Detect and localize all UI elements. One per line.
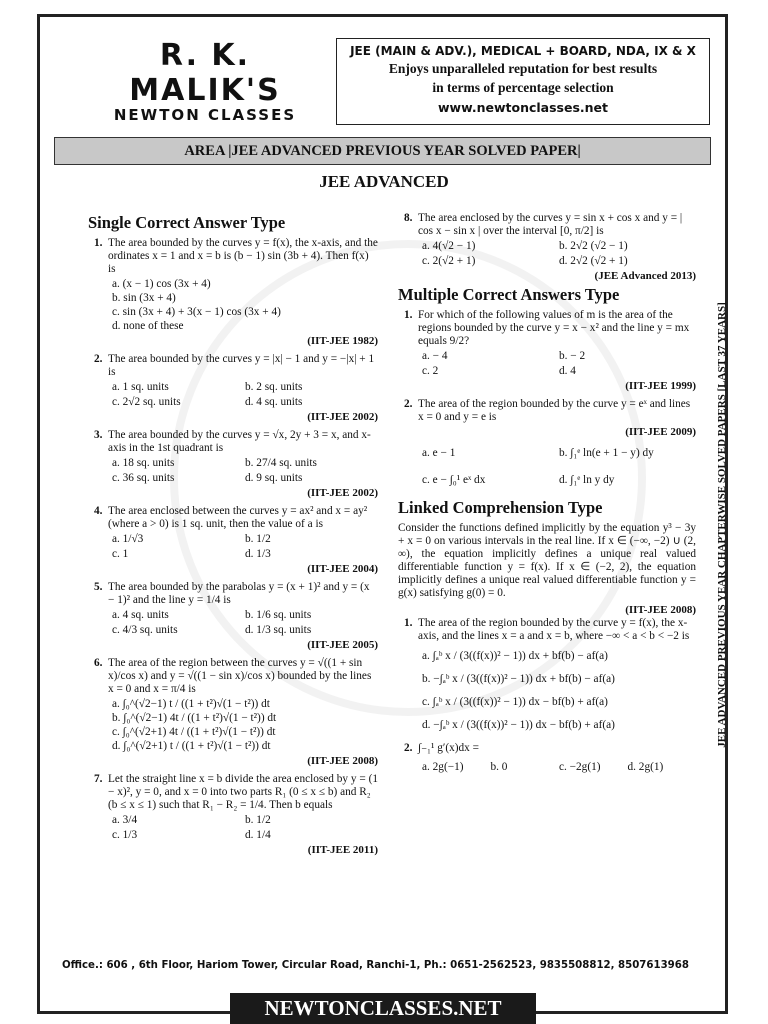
option-d[interactable]: d. 2g(1) [627,761,664,773]
option-b[interactable]: b. sin (3x + 4) [112,292,176,304]
question-7 [88,773,378,857]
option-a[interactable]: a. 4 sq. units [112,609,169,621]
options [112,698,378,753]
options [112,278,378,333]
question-source: (IIT-JEE 2004) [307,563,378,575]
question-source: (IIT-JEE 2002) [307,487,378,499]
multi-question-2 [398,398,696,487]
section-title-multiple: Multiple Correct Answers Type [398,285,620,304]
info-box [336,38,710,125]
logo-subtitle: NEWTON CLASSES [113,106,297,124]
passage-source: (IIT-JEE 2008) [625,604,696,616]
question-8 [398,212,696,283]
option-c[interactable]: c. 2(√2 + 1) [422,255,476,267]
option-d[interactable]: d. −∫ₐᵇ x / (3((f(x))² − 1)) dx − bf(b) + af(a) [422,719,615,731]
comprehension-passage: Consider the functions defined implicitly by the equation y³ − 3y + x = 0 on various intervals in the real line. If x ∈ (−∞, −2) ∪ (2, ∞), the equation implicitly defines a unique real valued differentiable function y = f(x). If x ∈ (−2, 2), the equation implicitly defines a unique real valued differentiable function y = g(x) satisfying g(0) = 0. [398,522,696,599]
question-text: The area bounded by the curves y = |x| − 1 and y = −|x| + 1 is [108,353,375,378]
question-number: 6. [94,657,103,669]
question-number: 1. [94,237,103,249]
option-c[interactable]: c. −2g(1) [559,761,601,773]
question-text: The area enclosed by the curves y = sin x + cos x and y = | cos x − sin x | over the interval [0, π/2] is [418,212,683,237]
question-3 [88,429,378,500]
option-a[interactable]: a. 18 sq. units [112,457,175,469]
option-b[interactable]: b. 1/2 [245,533,271,545]
question-number: 1. [404,617,413,629]
question-text: The area bounded by the parabolas y = (x + 1)² and y = (x − 1)² and the line y = 1/4 is [108,581,370,606]
options [422,240,696,268]
option-d[interactable]: d. 1/3 sq. units [245,624,312,636]
question-text: The area enclosed between the curves y = ax² and x = ay² (where a > 0) is 1 sq. unit, then the value of a is [108,505,368,530]
options [112,609,378,637]
options [422,645,696,736]
options [112,533,378,561]
option-a[interactable]: a. ∫ₐᵇ x / (3((f(x))² − 1)) dx + bf(b) − af(a) [422,650,608,662]
page-subtitle: JEE ADVANCED [319,172,449,191]
options [112,814,378,842]
option-b[interactable]: b. 2 sq. units [245,381,303,393]
option-a[interactable]: a. 1/√3 [112,533,144,545]
option-a[interactable]: a. e − 1 [422,447,456,459]
option-c[interactable]: c. 36 sq. units [112,472,175,484]
option-b[interactable]: b. − 2 [559,350,586,362]
options [422,350,696,378]
question-source: (IIT-JEE 2011) [307,844,378,856]
option-c[interactable]: c. e − ∫₀¹ eˣ dx [422,474,486,486]
option-b[interactable]: b. ∫₀^(√2−1) 4t / ((1 + t²)√(1 − t²)) dt [112,712,277,724]
multi-question-1 [398,309,696,393]
question-text: The area bounded by the curves y = f(x), the x-axis, and the ordinates x = 1 and x = b is (b − 1) sin (3b + 4). Then f(x) is [108,237,378,275]
question-5 [88,581,378,652]
question-number: 7. [94,773,103,785]
option-d[interactable]: d. 4 [559,365,576,377]
option-c[interactable]: c. sin (3x + 4) + 3(x − 1) cos (3x + 4) [112,306,281,318]
options [422,761,696,774]
question-text: The area of the region bounded by the curve y = eˣ and lines x = 0 and y = e is [418,398,691,423]
option-a[interactable]: a. (x − 1) cos (3x + 4) [112,278,211,290]
option-c[interactable]: c. 1 [112,548,129,560]
option-c[interactable]: c. 1/3 [112,829,138,841]
option-c[interactable]: c. 2√2 sq. units [112,396,181,408]
side-caption-text: JEE ADVANCED PREVIOUS YEAR CHAPTERWISE SOLVED PAPERS [LAST 37 YEARS] [716,302,728,748]
question-number: 1. [404,309,413,321]
office-address: Office.: 606 , 6th Floor, Hariom Tower, Circular Road, Ranchi-1, Ph.: 0651-2562523, 9835508812, 8507613968 [62,960,689,971]
option-d[interactable]: d. ∫₀^(√2+1) t / ((1 + t²)√(1 − t²)) dt [112,740,271,752]
question-number: 2. [404,398,413,410]
option-b[interactable]: b. 2√2 (√2 − 1) [559,240,628,252]
option-b[interactable]: b. 0 [490,761,508,773]
logo [80,38,330,124]
option-a[interactable]: a. 2g(−1) [422,761,464,773]
left-column [88,212,378,862]
question-text: The area of the region bounded by the curve y = f(x), the x-axis, and the lines x = a and x = b, where −∞ < a < b < −2 is [418,617,690,642]
option-c[interactable]: c. 4/3 sq. units [112,624,178,636]
question-text: The area of the region between the curves y = √((1 + sin x)/cos x) and y = √((1 − sin x)/cos x) bounded by the lines x = 0 and x = π/4 is [108,657,372,695]
question-2 [88,353,378,424]
question-text: ∫₋₁¹ g′(x)dx = [418,742,479,754]
option-b[interactable]: b. ∫₁ᵉ ln(e + 1 − y) dy [559,447,654,459]
option-d[interactable]: d. 1/3 [245,548,271,560]
option-d[interactable]: d. 4 sq. units [245,396,303,408]
question-source: (IIT-JEE 2002) [307,411,378,423]
option-d[interactable]: d. 1/4 [245,829,271,841]
question-number: 2. [94,353,103,365]
info-selection: in terms of percentage selection [432,80,614,95]
question-text: For which of the following values of m is the area of the regions bounded by the curve y = x − x² and the line y = mx equals 9/2? [418,309,690,347]
question-text: The area bounded by the curves y = √x, 2y + 3 = x, and x-axis in the 1st quadrant is [108,429,371,454]
question-number: 4. [94,505,103,517]
option-c[interactable]: c. ∫ₐᵇ x / (3((f(x))² − 1)) dx − bf(b) + af(a) [422,696,608,708]
chapter-banner: AREA |JEE ADVANCED PREVIOUS YEAR SOLVED PAPER| [54,137,711,165]
option-b[interactable]: b. −∫ₐᵇ x / (3((f(x))² − 1)) dx + bf(b) − af(a) [422,673,615,685]
option-d[interactable]: d. none of these [112,320,184,332]
option-a[interactable]: a. ∫₀^(√2−1) t / ((1 + t²)√(1 − t²)) dt [112,698,270,710]
option-c[interactable]: c. ∫₀^(√2+1) 4t / ((1 + t²)√(1 − t²)) dt [112,726,276,738]
website-link[interactable]: www.newtonclasses.net [437,100,608,115]
side-caption [714,265,730,785]
option-b[interactable]: b. 27/4 sq. units [245,457,317,469]
question-number: 5. [94,581,103,593]
option-b[interactable]: b. 1/2 [245,814,271,826]
info-reputation: Enjoys unparalleled reputation for best results [388,61,658,76]
options [422,447,696,487]
right-column [398,212,696,779]
question-source: (IIT-JEE 2009) [625,426,696,438]
question-source: (JEE Advanced 2013) [594,270,696,282]
option-a[interactable]: a. 3/4 [112,814,138,826]
question-source: (IIT-JEE 1982) [307,335,378,347]
option-c[interactable]: c. 2 [422,365,439,377]
options [112,381,378,409]
section-title-single: Single Correct Answer Type [88,213,286,232]
linked-question-1 [398,617,696,736]
option-a[interactable]: a. − 4 [422,350,448,362]
question-source: (IIT-JEE 2008) [307,755,378,767]
question-6 [88,657,378,768]
info-courses: JEE (MAIN & ADV.), MEDICAL + BOARD, NDA, IX & X [350,44,696,58]
option-d[interactable]: d. ∫₁ᵉ ln y dy [559,474,615,486]
question-number: 8. [404,212,413,224]
option-d[interactable]: d. 2√2 (√2 + 1) [559,255,628,267]
question-source: (IIT-JEE 1999) [625,380,696,392]
question-number: 2. [404,742,413,754]
linked-question-2 [398,742,696,774]
options [112,457,378,485]
option-b[interactable]: b. 1/6 sq. units [245,609,312,621]
question-source: (IIT-JEE 2005) [307,639,378,651]
logo-title: R. K. MALIK'S [129,38,281,108]
question-number: 3. [94,429,103,441]
footer-website[interactable]: NEWTONCLASSES.NET [230,993,536,1024]
option-a[interactable]: a. 1 sq. units [112,381,169,393]
question-1 [88,237,378,348]
option-d[interactable]: d. 9 sq. units [245,472,303,484]
question-text: Let the straight line x = b divide the area enclosed by y = (1 − x)², y = 0, and x = 0 into two parts R₁ (0 ≤ x ≤ b) and R₂ (b ≤ x ≤ 1) such that R₁ − R₂ = 1/4. Then b equals [108,773,378,811]
section-title-linked: Linked Comprehension Type [398,498,603,517]
question-4 [88,505,378,576]
option-a[interactable]: a. 4(√2 − 1) [422,240,476,252]
